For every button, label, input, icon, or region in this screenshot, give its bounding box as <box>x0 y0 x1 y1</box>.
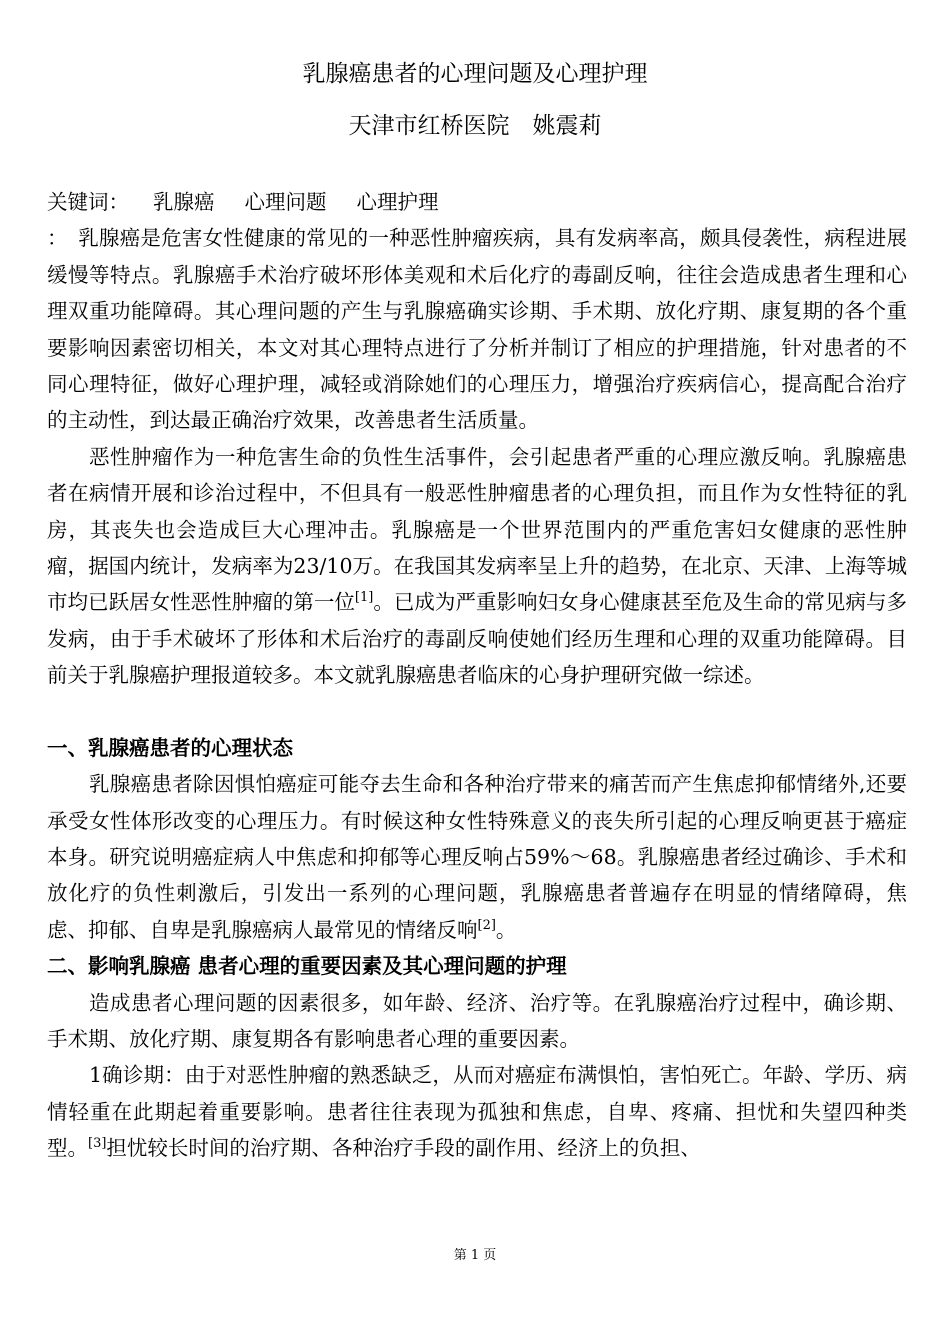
intro-paragraph <box>47 439 907 694</box>
keyword-1: 乳腺癌 <box>153 190 215 214</box>
intro-text-1: 恶性肿瘤作为一种危害生命的负性生活事件，会引起患者严重的心理应激反响。乳腺癌患者在病情开展和诊治过程中，不但具有一般恶性肿瘤患者的心理负担，而且作为女性特征的乳房，其丧失也会造成巨大心理冲击。乳腺癌是一个世界范围内的严重危害妇女健康的恶性肿瘤，据国内统计，发病率为23/10万。在我国其发病率呈上升的趋势，在北京、天津、上海等城市均已跃居女性恶性肿瘤的第一位 <box>47 444 907 615</box>
reference-marker-1: [1] <box>354 590 374 606</box>
section-2-item-1-text-2: 担忧较长时间的治疗期、各种治疗手段的副作用、经济上的负担、 <box>106 1136 701 1161</box>
keyword-3: 心理护理 <box>356 190 439 214</box>
section-1-paragraph <box>47 766 907 948</box>
page-number: 第 1 页 <box>453 1248 497 1263</box>
keywords-label: 关键词： <box>47 190 129 214</box>
author-line: 天津市红桥医院 姚震莉 <box>348 113 602 139</box>
section-1-text-2: 。 <box>495 917 517 942</box>
section-1-heading: 一、乳腺癌患者的心理状态 <box>47 735 293 760</box>
section-2-heading: 二、影响乳腺癌 患者心理的重要因素及其心理问题的护理 <box>47 954 567 979</box>
intro-text-2: 。已成为严重影响妇女身心健康甚至危及生命的常见病与多发病，由于手术破坏了形体和术后治疗的毒副反响使她们经历生理和心理的双重功能障碍。目前关于乳腺癌护理报道较多。本文就乳腺癌患者临床的心身护理研究做一综述。 <box>47 590 908 688</box>
keyword-2: 心理问题 <box>244 190 327 214</box>
document-title: 乳腺癌患者的心理问题及心理护理 <box>302 61 648 87</box>
section-1-text-1: 乳腺癌患者除因惧怕癌症可能夺去生命和各种治疗带来的痛苦而产生焦虑抑郁情绪外,还要承受女性体形改变的心理压力。有时候这种女性特殊意义的丧失所引起的心理反响更甚于癌症本身。研究说明癌症病人中焦虑和抑郁等心理反响占59%～68。乳腺癌患者经过确诊、手术和放化疗的负性刺激后，引发出一系列的心理问题，乳腺癌患者普遍存在明显的情绪障碍，焦虑、抑郁、自卑是乳腺癌病人最常见的情绪反响 <box>47 772 907 942</box>
keywords-line <box>47 184 907 220</box>
reference-marker-3: [3] <box>88 1136 107 1152</box>
section-2-item-1-text-1: 1确诊期：由于对恶性肿瘤的熟悉缺乏，从而对癌症布满惧怕，害怕死亡。年龄、学历、病情轻重在此期起着重要影响。患者往往表现为孤独和焦虑，自卑、疼痛、担忧和失望四种类型。 <box>47 1063 907 1161</box>
abstract-paragraph: ： 乳腺癌是危害女性健康的常见的一种恶性肿瘤疾病，具有发病率高，颇具侵袭性，病程进展缓慢等特点。乳腺癌手术治疗破坏形体美观和术后化疗的毒副反响，往往会造成患者生理和心理双重功能障碍。其心理问题的产生与乳腺癌确实诊期、手术期、放化疗期、康复期的各个重要影响因素密切相关，本文对其心理特点进行了分析并制订了相应的护理措施，针对患者的不同心理特征，做好心理护理，减轻或消除她们的心理压力，增强治疗疾病信心，提高配合治疗的主动性，到达最正确治疗效果，改善患者生活质量。 <box>47 226 907 433</box>
reference-marker-2: [2] <box>477 917 496 933</box>
section-2-paragraph: 造成患者心理问题的因素很多，如年龄、经济、治疗等。在乳腺癌治疗过程中，确诊期、手术期、放化疗期、康复期各有影响患者心理的重要因素。 <box>47 990 907 1051</box>
spacer <box>47 694 907 730</box>
document-body <box>47 184 907 1167</box>
section-2-item-1 <box>47 1057 907 1166</box>
